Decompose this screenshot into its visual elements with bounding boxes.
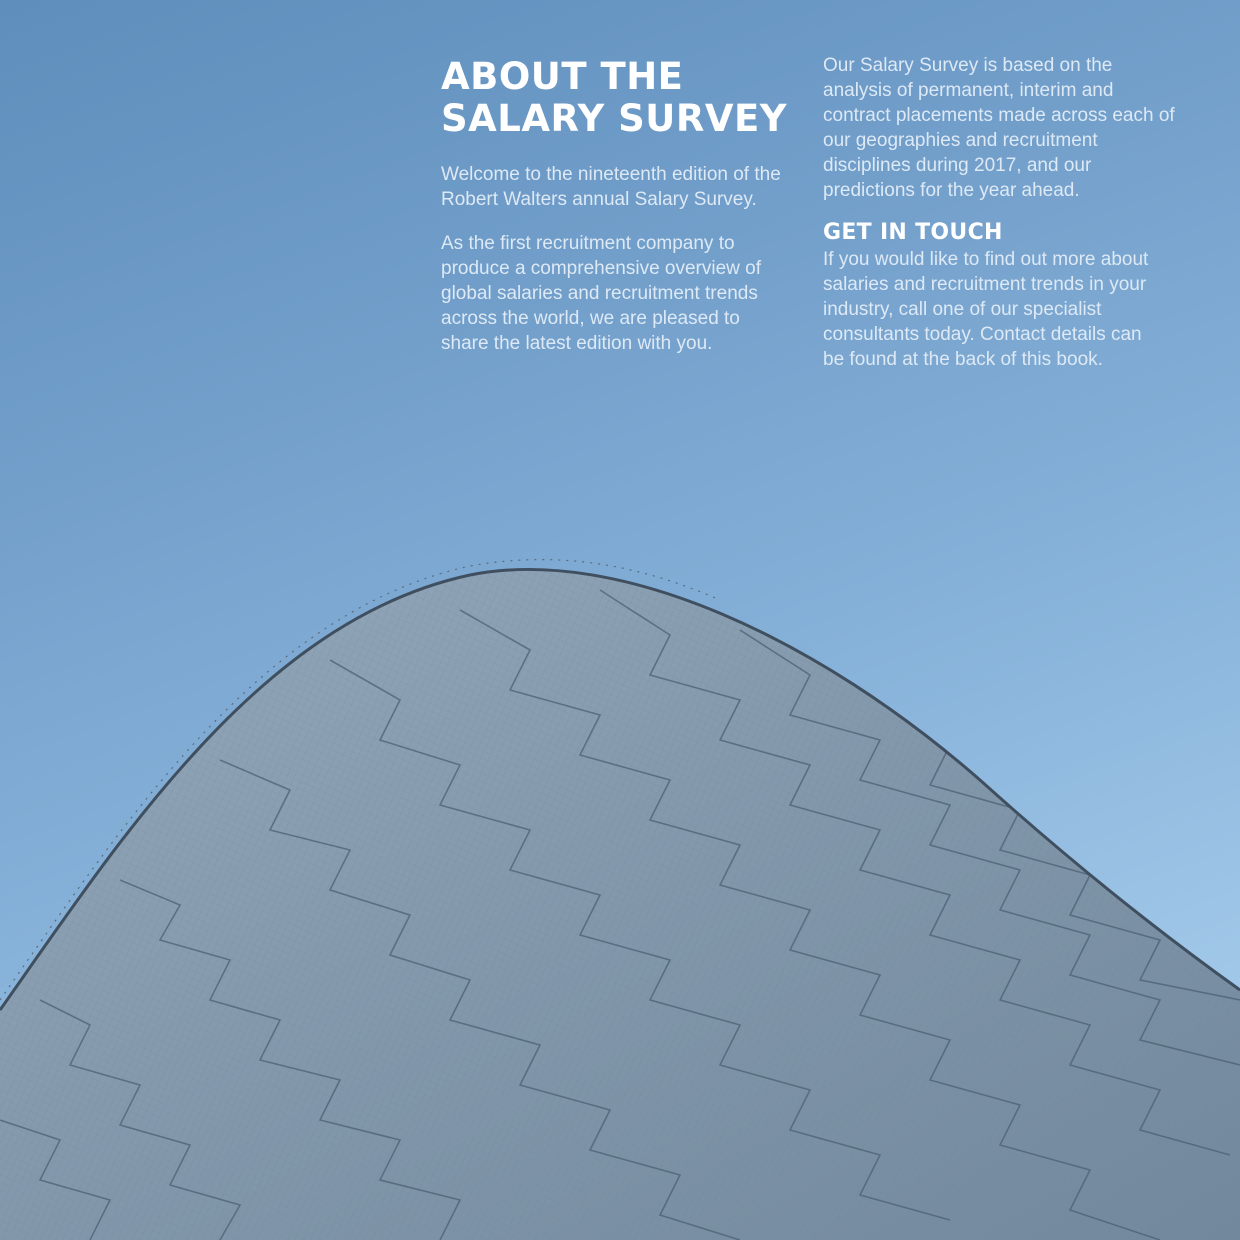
first-company-paragraph: As the first recruitment company to produce a comprehensive overview of global salaries and recruitment trends across the world, we are pleased to share the latest edition with you. bbox=[441, 233, 762, 354]
title-line-2: SALARY SURVEY bbox=[441, 97, 788, 140]
welcome-paragraph: Welcome to the nineteenth edition of the Robert Walters annual Salary Survey. bbox=[441, 164, 781, 210]
get-in-touch-heading: GET IN TOUCH bbox=[823, 220, 1003, 245]
survey-basis-paragraph: Our Salary Survey is based on the analysis of permanent, interim and contract placements made across each of our geographies and recruitment disciplines during 2017, and our predictions for the year ahead. bbox=[823, 55, 1175, 201]
page-title bbox=[441, 56, 801, 140]
title-line-1: ABOUT THE bbox=[441, 55, 684, 98]
get-in-touch-paragraph: If you would like to find out more about salaries and recruitment trends in your industry, call one of our specialist consultants today. Contact details can be found at the back of this book. bbox=[823, 249, 1149, 370]
